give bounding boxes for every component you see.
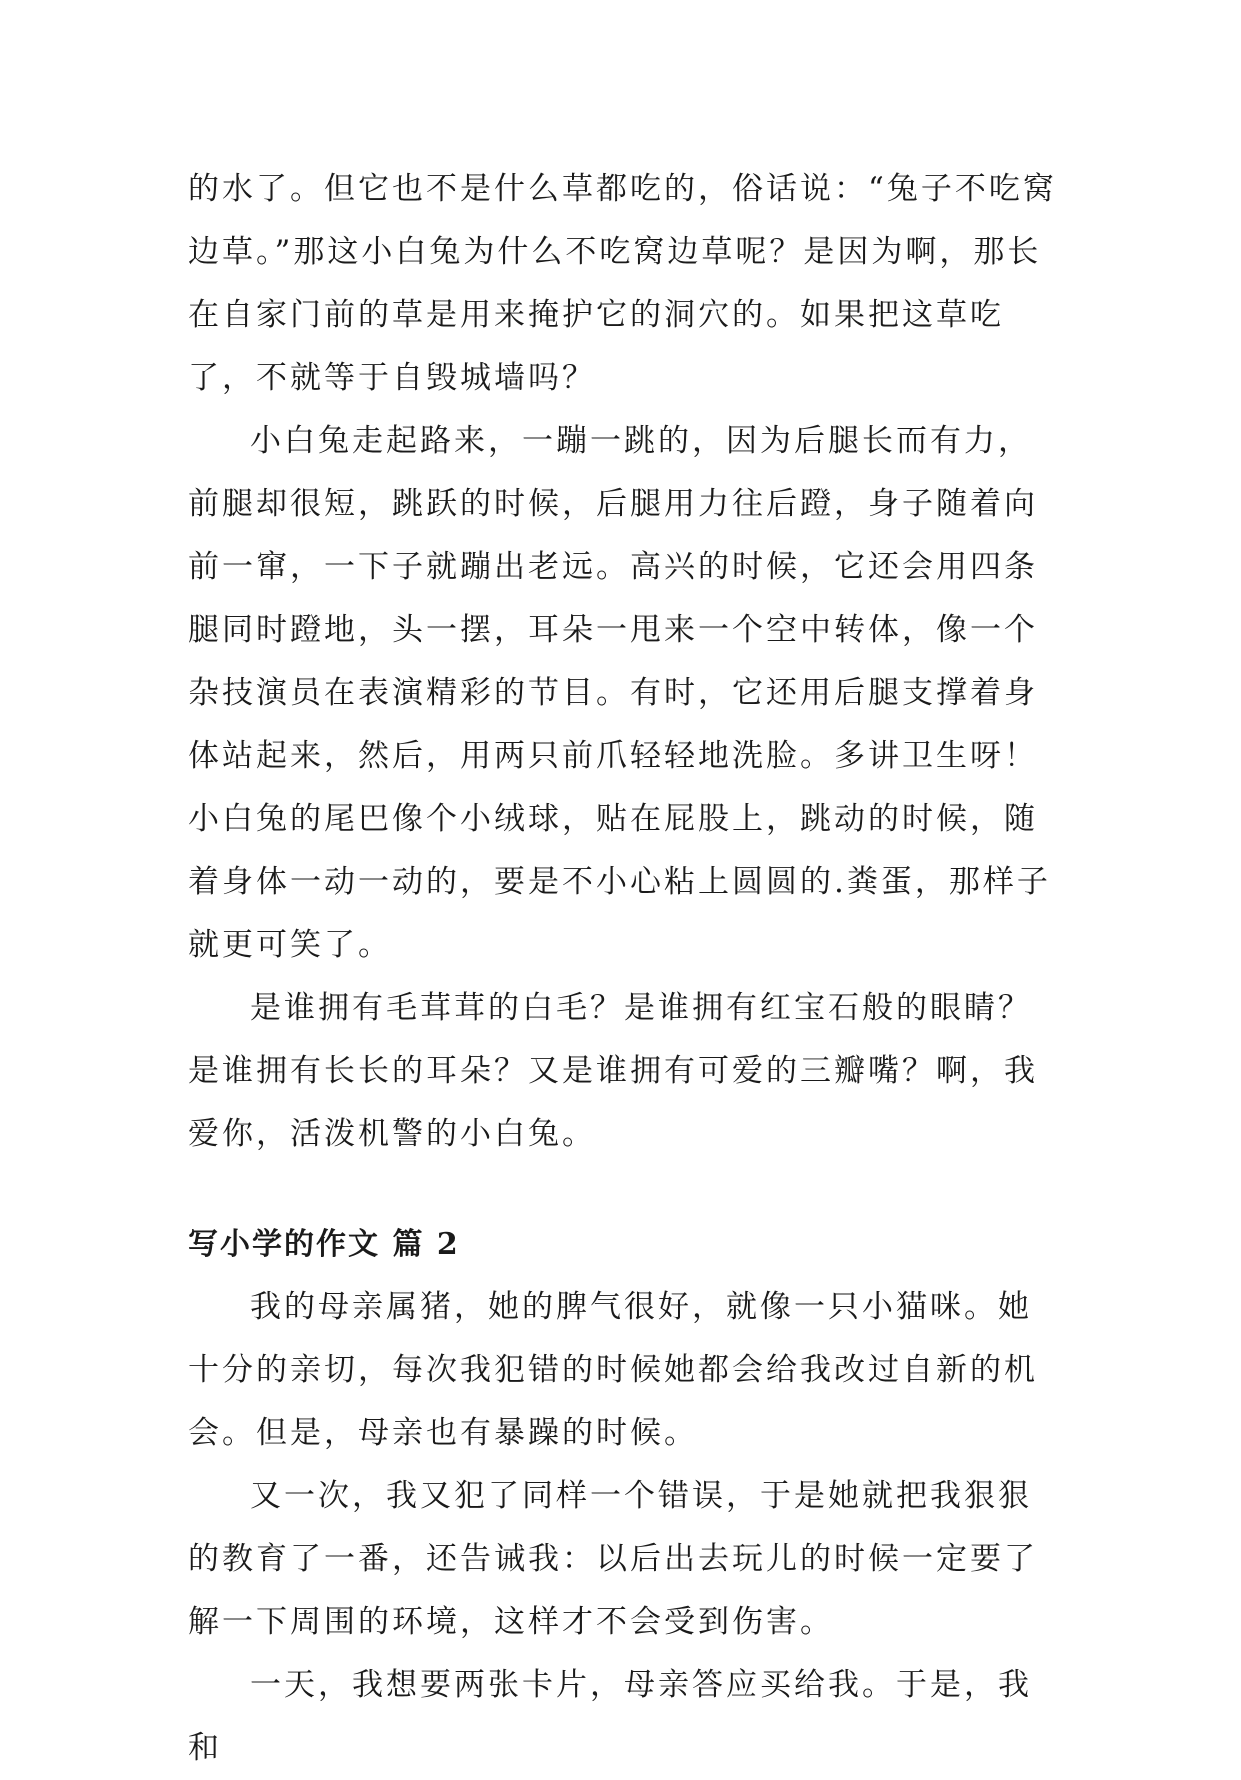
- paragraph-continuation: 的水了。但它也不是什么草都吃的，俗话说：“兔子不吃窝边草。”那这小白兔为什么不吃窝边草呢？是因为啊，那长在自家门前的草是用来掩护它的洞穴的。如果把这草吃了，不就等于自毁城墙吗？: [188, 171, 1057, 396]
- paragraph-mother-intro: 我的母亲属猪，她的脾气很好，就像一只小猫咪。她十分的亲切，每次我犯错的时候她都会给我改过自新的机会。但是，母亲也有暴躁的时候。: [188, 1289, 1038, 1451]
- paragraph-rabbit-closing: 是谁拥有毛茸茸的白毛？是谁拥有红宝石般的眼睛？是谁拥有长长的耳朵？又是谁拥有可爱的三瓣嘴？啊，我爱你，活泼机警的小白兔。: [188, 990, 1038, 1152]
- paragraph-mother-lesson: 又一次，我又犯了同样一个错误，于是她就把我狠狠的教育了一番，还告诫我：以后出去玩儿的时候一定要了解一下周围的环境，这样才不会受到伤害。: [188, 1478, 1038, 1640]
- paragraph-rabbit-movement: 小白兔走起路来，一蹦一跳的，因为后腿长而有力，前腿却很短，跳跃的时候，后腿用力往后蹬，身子随着向前一窜，一下子就蹦出老远。高兴的时候，它还会用四条腿同时蹬地，头一摆，耳朵一甩来一个空中转体，像一个杂技演员在表演精彩的节目。有时，它还用后腿支撑着身体站起来，然后，用两只前爪轻轻地洗脸。多讲卫生呀！小白兔的尾巴像个小绒球，贴在屁股上，跳动的时候，随着身体一动一动的，要是不小心粘上圆圆的.粪蛋，那样子就更可笑了。: [188, 423, 1051, 963]
- document-body: [188, 158, 1058, 1780]
- section-title: 写小学的作文 篇 2: [188, 1227, 460, 1262]
- paragraph-mother-cards: 一天，我想要两张卡片，母亲答应买给我。于是，我和: [188, 1667, 1032, 1766]
